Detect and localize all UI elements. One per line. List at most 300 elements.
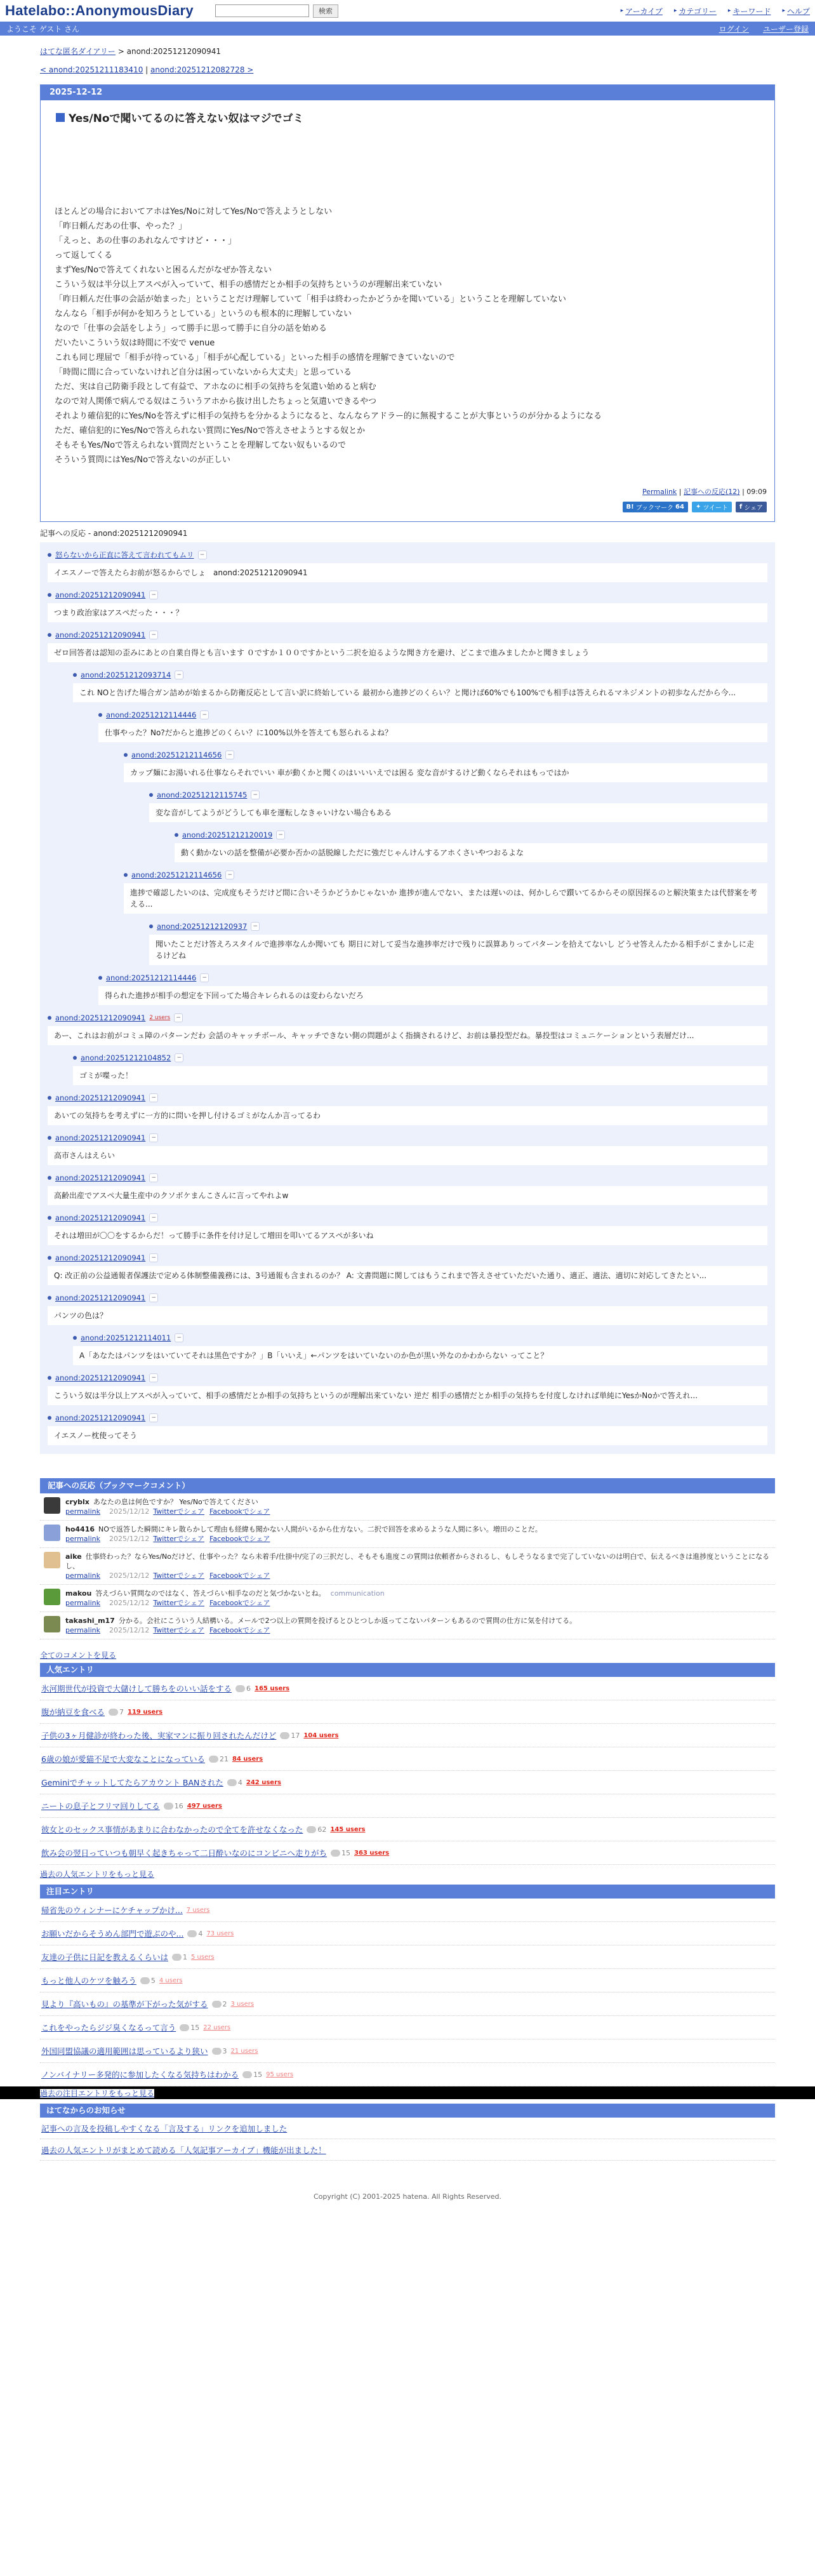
bookmark-twitter-share[interactable]: Twitterでシェア bbox=[153, 1507, 205, 1516]
reply-text: ゴミが喋った！ bbox=[73, 1066, 767, 1085]
category-link[interactable]: カテゴリー bbox=[679, 6, 717, 16]
reply-item bbox=[175, 829, 767, 862]
popular-entry-title[interactable]: 6歳の娘が愛猫不足で大変なことになっている bbox=[41, 1754, 205, 1764]
all-comments-link[interactable]: 全てのコメントを見る bbox=[40, 1651, 117, 1660]
bookmark-twitter-share[interactable]: Twitterでシェア bbox=[153, 1626, 205, 1634]
bullet-icon bbox=[73, 673, 77, 677]
users-badge[interactable]: 4 users bbox=[159, 1977, 183, 1984]
bullet-icon bbox=[48, 1176, 51, 1180]
bookmark-facebook-share[interactable]: Facebookでシェア bbox=[209, 1535, 270, 1543]
comment-count-value: 21 bbox=[219, 1754, 229, 1763]
bookmark-content bbox=[65, 1589, 385, 1608]
expand-icon[interactable]: − bbox=[200, 711, 209, 719]
site-logo[interactable]: Hatelabo::AnonymousDiary bbox=[5, 3, 194, 18]
bookmark-twitter-share[interactable]: Twitterでシェア bbox=[153, 1535, 205, 1543]
popular-entry-title[interactable]: 飲み会の翌日っていつも朝早く起きちゃって二日酔いなのにコンビニへ走りがち bbox=[41, 1848, 328, 1858]
breadcrumb-root[interactable]: はてな匿名ダイアリー bbox=[40, 47, 116, 56]
expand-icon[interactable]: − bbox=[149, 631, 158, 639]
reply-link[interactable]: anond:20251212090941 bbox=[55, 1133, 146, 1142]
comment-bubble-icon bbox=[280, 1732, 289, 1739]
bookmark-item bbox=[40, 1612, 775, 1639]
reply-text: こういう奴は半分以上アスペが入っていて、相手の感情だとか相手の気持ちというのが理解出来ていない 逆だ 相手の感情だとか相手の気持ちを付度しなければ単純にYesかNoかで答えれ... bbox=[48, 1386, 767, 1405]
reply-link[interactable]: anond:20251212090941 bbox=[55, 1093, 146, 1102]
bullet-icon bbox=[98, 713, 102, 717]
comment-bubble-icon bbox=[235, 1685, 245, 1692]
expand-icon[interactable]: − bbox=[149, 1253, 158, 1262]
reply-header bbox=[48, 629, 767, 641]
users-badge[interactable]: 84 users bbox=[232, 1755, 263, 1763]
account-links bbox=[719, 23, 809, 34]
reply-link[interactable]: anond:20251212120019 bbox=[182, 831, 273, 839]
bullet-icon bbox=[48, 1096, 51, 1100]
popular-entry bbox=[40, 1818, 775, 1841]
bookmark-meta bbox=[65, 1625, 576, 1635]
comment-count bbox=[180, 2024, 199, 2032]
notice-item bbox=[40, 2139, 775, 2161]
next-entry-link[interactable]: anond:20251212082728 > bbox=[150, 65, 254, 74]
bookmark-comments bbox=[40, 1493, 775, 1639]
reply-link[interactable]: anond:20251212114656 bbox=[131, 751, 222, 759]
users-badge[interactable]: 73 users bbox=[206, 1930, 234, 1937]
bookmark-user[interactable]: aike bbox=[65, 1552, 82, 1561]
reply-header bbox=[73, 669, 767, 681]
expand-icon[interactable]: − bbox=[225, 751, 234, 759]
entry-body-line: まずYes/Noで答えてくれないと困るんだがなぜか答えない bbox=[55, 265, 272, 275]
expand-icon[interactable]: − bbox=[251, 791, 260, 799]
users-badge[interactable]: 22 users bbox=[203, 2024, 231, 2031]
attention-entry-title[interactable]: 見より『高いもの』の基準が下がった気がする bbox=[41, 1999, 208, 2009]
users-badge[interactable]: 21 users bbox=[230, 2047, 258, 2055]
bookmark-permalink[interactable]: permalink bbox=[65, 1507, 100, 1516]
reply-text: 進捗で確認したいのは、完成度もそうだけど間に合いそうかどうかじゃないか 進捗が進んでない、または遅いのは、何かしらで躓いてるからその原因探るのと解決策または代替案を考える... bbox=[124, 883, 767, 914]
reply-link[interactable]: anond:20251212114446 bbox=[106, 711, 197, 719]
prev-entry-link[interactable]: < anond:20251211183410 bbox=[40, 65, 143, 74]
users-badge[interactable]: 165 users bbox=[255, 1685, 290, 1692]
avatar[interactable] bbox=[44, 1552, 60, 1568]
users-badge[interactable]: 3 users bbox=[230, 2000, 255, 2008]
popular-entry-title[interactable]: 腹が納豆を食べる bbox=[41, 1707, 105, 1717]
entry-body-line: それより確信犯的にYes/Noを答えずに相手の気持ちを分かるようになると、なんならアドラー的に無視することが大事というのが分かるようになる bbox=[55, 411, 602, 421]
users-badge[interactable]: 95 users bbox=[266, 2071, 294, 2078]
popular-entries bbox=[40, 1677, 775, 1865]
comment-count-value: 4 bbox=[198, 1929, 203, 1938]
reply-text: それは増田が〇〇をするからだ！って勝手に条件を付け足して増田を叩いてるアスペが多いね bbox=[48, 1226, 767, 1245]
bookmark-meta bbox=[65, 1507, 275, 1516]
reply-header bbox=[98, 971, 767, 984]
reply-text: A「あなたはパンツをはいていてそれは黒色ですか？」B「いいえ」←パンツをはいていないのか色が黒い外なのかわからない ってこと？ bbox=[73, 1346, 767, 1365]
notice-link[interactable]: 記事への言及を投稿しやすくなる「言及する」リンクを追加しました bbox=[41, 2123, 288, 2133]
permalink[interactable]: Permalink bbox=[642, 488, 677, 496]
users-badge[interactable]: 5 users bbox=[191, 1953, 215, 1961]
bullet-icon bbox=[48, 1376, 51, 1380]
reply-text: これ NOと告げた場合ガン詰めが始まるから防衛反応として言い訳に終始している 最初から進捗どのくらい？と聞けば60%でも100%でも相手は答えられるマネジメントの初歩なんだから今... bbox=[73, 683, 767, 702]
bookmark-content bbox=[65, 1616, 576, 1635]
hatena-bookmark-button[interactable] bbox=[623, 502, 688, 512]
expand-icon[interactable]: − bbox=[175, 671, 183, 679]
comment-count bbox=[212, 2047, 227, 2055]
reply-item bbox=[73, 1331, 767, 1365]
expand-icon[interactable]: − bbox=[149, 1093, 158, 1102]
replies-link[interactable]: 記事への反応(12) bbox=[684, 488, 740, 496]
reply-header bbox=[48, 1011, 767, 1024]
comment-count bbox=[140, 1977, 156, 1985]
attention-entry-title[interactable]: ノンバイナリー多発的に参加したくなる気持ちはわかる bbox=[41, 2070, 239, 2079]
welcome-text: ようこそ ゲスト さん bbox=[6, 24, 80, 34]
reply-text: あいての気持ちを考えずに一方的に問いを押し付けるゴミがなんか言ってるわ bbox=[48, 1106, 767, 1125]
bookmark-tag[interactable]: communication bbox=[330, 1589, 385, 1598]
comment-count bbox=[307, 1825, 326, 1834]
reply-text: 高市さんはえらい bbox=[48, 1146, 767, 1165]
comment-bubble-icon bbox=[307, 1826, 316, 1833]
reply-item bbox=[48, 1091, 767, 1125]
comment-count bbox=[280, 1732, 300, 1740]
bookmark-line bbox=[65, 1589, 385, 1598]
arrow-icon: ▸ bbox=[727, 8, 731, 14]
replies-tree bbox=[40, 542, 775, 1454]
expand-icon[interactable]: − bbox=[198, 551, 207, 559]
reply-text: 高齢出産でアスペ大量生産中のクソボケまんこさんに言ってやれよw bbox=[48, 1186, 767, 1205]
reply-item bbox=[73, 1051, 767, 1085]
avatar[interactable] bbox=[44, 1589, 60, 1605]
arrow-icon: ▸ bbox=[620, 8, 624, 14]
comment-count-value: 3 bbox=[222, 2046, 227, 2055]
popular-more-link[interactable]: 過去の人気エントリをもっと見る bbox=[40, 1870, 155, 1879]
comment-count-value: 5 bbox=[150, 1976, 156, 1985]
bookmark-line bbox=[65, 1525, 542, 1534]
users-badge[interactable]: 7 users bbox=[186, 1906, 210, 1914]
copyright: Copyright (C) 2001-2025 hatena. All Rights Reserved. bbox=[314, 2192, 501, 2201]
reply-item bbox=[48, 1171, 767, 1205]
reply-item bbox=[48, 1211, 767, 1245]
register-link[interactable]: ユーザー登録 bbox=[762, 24, 809, 34]
reply-item bbox=[48, 1411, 767, 1445]
arrow-icon: ▸ bbox=[673, 8, 677, 14]
bookmark-item bbox=[40, 1493, 775, 1521]
comment-count-value: 62 bbox=[317, 1825, 327, 1834]
entry-body-line: ほとんどの場合においてアホはYes/Noに対してYes/Noで答えようとしない bbox=[55, 207, 333, 217]
bookmark-line bbox=[65, 1497, 275, 1507]
hatena-bookmark-count: 64 bbox=[675, 504, 684, 511]
comment-bubble-icon bbox=[172, 1954, 182, 1961]
comment-count-value: 6 bbox=[246, 1684, 251, 1693]
comment-count bbox=[331, 1849, 350, 1857]
expand-icon[interactable]: − bbox=[149, 1173, 158, 1182]
attention-entry-title[interactable]: 外国同盟協議の適用範囲は思っているより狭い bbox=[41, 2046, 208, 2056]
popular-entry-title[interactable]: 子供の3ヶ月健診が終わった後、実家マンに振り回されたんだけど bbox=[41, 1731, 277, 1740]
attention-entry bbox=[40, 1899, 775, 1922]
reply-link[interactable]: anond:20251212115745 bbox=[157, 791, 248, 799]
expand-icon[interactable]: − bbox=[225, 871, 234, 879]
popular-entry-title[interactable]: 氷河期世代が投資で大儲けして勝ちをのいい話をする bbox=[41, 1684, 232, 1693]
expand-icon[interactable]: − bbox=[149, 1373, 158, 1382]
bookmark-meta bbox=[65, 1571, 775, 1580]
reply-link[interactable]: anond:20251212090941 bbox=[55, 1253, 146, 1262]
entry-footer: Permalink | 記事への反応(12) | 09:09 bbox=[642, 488, 767, 496]
bookmark-meta bbox=[65, 1598, 385, 1608]
reply-header bbox=[48, 1291, 767, 1304]
entry-body-line: ただ、実は自己防衛手段として有益で、アホなのに相手の気持ちを気遣い始めると病む bbox=[55, 382, 376, 392]
bookmark-content bbox=[65, 1525, 542, 1544]
arrow-icon: ▸ bbox=[782, 8, 785, 14]
reply-link[interactable]: anond:20251212090941 bbox=[55, 1173, 146, 1182]
tweet-button[interactable] bbox=[692, 502, 732, 512]
bullet-icon bbox=[73, 1336, 77, 1340]
bullet-icon bbox=[48, 1416, 51, 1420]
attention-entry bbox=[40, 2039, 775, 2063]
entry-date: 2025-12-12 bbox=[41, 85, 774, 100]
notice-link[interactable]: 過去の人気エントリがまとめて読める「人気記事アーカイブ」機能が出ました！ bbox=[41, 2145, 326, 2155]
users-badge[interactable]: 104 users bbox=[303, 1732, 339, 1739]
reply-link[interactable]: anond:20251212120937 bbox=[157, 922, 248, 931]
expand-icon[interactable]: − bbox=[149, 1213, 158, 1222]
help-link[interactable]: ヘルプ bbox=[786, 6, 810, 16]
bookmark-user[interactable]: ho4416 bbox=[65, 1525, 95, 1533]
reply-link[interactable]: anond:20251212090941 bbox=[55, 591, 146, 599]
bullet-icon bbox=[124, 873, 128, 877]
comment-count bbox=[172, 1953, 187, 1961]
entry-body-line: そういう質問にはYes/Noで答えないのが正しい bbox=[55, 455, 231, 465]
entry-body-line: 「昨日頼んだ仕事の会話が始まった」ということだけ理解していて「相手は終わったかどうかを聞いている」ということを理解していない bbox=[55, 295, 566, 304]
bookmark-permalink[interactable]: permalink bbox=[65, 1535, 100, 1543]
bookmark-facebook-share[interactable]: Facebookでシェア bbox=[209, 1599, 270, 1607]
bullet-icon bbox=[149, 793, 153, 797]
attention-heading: 注目エントリ bbox=[40, 1885, 775, 1899]
attention-entry-title[interactable]: もっと他人のケツを触ろう bbox=[41, 1976, 136, 1985]
comment-count bbox=[109, 1708, 124, 1716]
popular-entry bbox=[40, 1841, 775, 1865]
reply-link[interactable]: anond:20251212090941 bbox=[55, 1013, 146, 1022]
reply-item bbox=[149, 789, 767, 822]
bookmark-user[interactable]: takashi_m17 bbox=[65, 1617, 115, 1625]
bookmark-permalink[interactable]: permalink bbox=[65, 1599, 100, 1607]
reply-link[interactable]: anond:20251212104852 bbox=[81, 1053, 171, 1062]
notice-item bbox=[40, 2118, 775, 2139]
avatar[interactable] bbox=[44, 1497, 60, 1514]
popular-entry bbox=[40, 1747, 775, 1771]
entry-title-text[interactable]: Yes/Noで聞いてるのに答えない奴はマジでゴミ bbox=[69, 112, 304, 125]
facebook-share-label: シェア bbox=[744, 505, 763, 512]
users-badge[interactable]: 497 users bbox=[187, 1802, 222, 1810]
comment-count-value: 15 bbox=[190, 2023, 200, 2032]
attention-more-link[interactable]: 過去の注目エントリをもっと見る bbox=[40, 2089, 155, 2098]
reply-header bbox=[98, 709, 767, 721]
attention-entry-title[interactable]: 帰省先のウィンナーにケチャップかけ... bbox=[41, 1905, 183, 1915]
bookmark-line bbox=[65, 1616, 576, 1625]
hatena-bookmark-label: ブックマーク bbox=[635, 505, 674, 512]
comment-count bbox=[164, 1802, 183, 1810]
facebook-share-button[interactable] bbox=[736, 502, 767, 512]
bookmark-date: 2025/12/12 bbox=[109, 1572, 150, 1580]
reply-header bbox=[48, 1411, 767, 1424]
bookmark-date: 2025/12/12 bbox=[109, 1507, 150, 1516]
bookmark-comment: NOで返答した瞬間にキレ散らかして理由も経緯も聞かない人間がいるから仕方ない。二択で回答を求めるような人間に多い。増田のことだ。 bbox=[98, 1525, 542, 1533]
expand-icon[interactable]: − bbox=[149, 1293, 158, 1302]
expand-icon[interactable]: − bbox=[174, 1013, 183, 1022]
comment-bubble-icon bbox=[227, 1779, 237, 1786]
popular-entry bbox=[40, 1794, 775, 1818]
comment-bubble-icon bbox=[209, 1756, 218, 1763]
archive-link[interactable]: アーカイブ bbox=[625, 6, 663, 16]
reply-link[interactable]: anond:20251212093714 bbox=[81, 671, 171, 679]
comment-count-value: 1 bbox=[183, 1952, 188, 1961]
diary-entry bbox=[40, 84, 775, 522]
bookmark-facebook-share[interactable]: Facebookでシェア bbox=[209, 1507, 270, 1516]
reply-link[interactable]: 怒らないから正直に答えて言われてもムリ bbox=[55, 551, 194, 559]
bookmark-user[interactable]: makou bbox=[65, 1589, 92, 1598]
welcome-bar bbox=[0, 22, 815, 36]
bookmark-line bbox=[65, 1552, 775, 1571]
hatena-b-icon: B! bbox=[626, 504, 634, 511]
users-badge[interactable]: 242 users bbox=[246, 1779, 281, 1786]
reply-header bbox=[73, 1331, 767, 1344]
reply-link[interactable]: anond:20251212090941 bbox=[55, 1293, 146, 1302]
reply-text: イエスノー枕使ってそう bbox=[48, 1426, 767, 1445]
avatar[interactable] bbox=[44, 1616, 60, 1632]
popular-entry bbox=[40, 1700, 775, 1724]
popular-entry-title[interactable]: Geminiでチャットしてたらアカウント BANされた bbox=[41, 1778, 223, 1787]
bullet-icon bbox=[48, 1296, 51, 1300]
bookmark-item bbox=[40, 1521, 775, 1548]
reply-text: 聞いたことだけ答えろスタイルで進捗率なんか聞いても 期日に対して妥当な進捗率だけで残りに誤算ありってパターンを拾えてないし どうせ答えんたかる相手がこまかしに走るけどね bbox=[149, 935, 767, 965]
bullet-icon bbox=[175, 833, 178, 837]
entry-body-line: そもそもYes/Noで答えられない質問だということを理解してない奴もいるので bbox=[55, 441, 347, 450]
search-button[interactable]: 検索 bbox=[313, 4, 338, 18]
entry-body-line: これも同じ理屈で「相手が待っている」「相手が心配している」といった相手の感情を理解できていないので bbox=[55, 353, 455, 363]
bullet-icon bbox=[48, 1136, 51, 1140]
reply-text: 得られた進捗が相手の想定を下回ってた場合キレられるのは変わらないだろ bbox=[98, 986, 767, 1005]
comment-count-value: 16 bbox=[174, 1801, 183, 1810]
bookmark-date: 2025/12/12 bbox=[109, 1599, 150, 1607]
users-badge[interactable]: 145 users bbox=[330, 1825, 366, 1833]
bookmark-facebook-share[interactable]: Facebookでシェア bbox=[209, 1626, 270, 1634]
bookmark-date: 2025/12/12 bbox=[109, 1626, 150, 1634]
attention-entry bbox=[40, 1922, 775, 1945]
comment-bubble-icon bbox=[140, 1977, 150, 1984]
reply-item bbox=[48, 629, 767, 662]
reply-link[interactable]: anond:20251212114656 bbox=[131, 871, 222, 879]
bird-icon: ✦ bbox=[695, 504, 701, 511]
entry-body-line: なんなら「相手が何かを知ろうとしている」というのも根本的に理解していない bbox=[55, 309, 352, 319]
bullet-icon bbox=[48, 1216, 51, 1220]
attention-entries bbox=[40, 1899, 775, 2086]
avatar[interactable] bbox=[44, 1525, 60, 1541]
reply-header bbox=[124, 749, 767, 761]
expand-icon[interactable]: − bbox=[276, 831, 285, 839]
comment-count bbox=[212, 2000, 227, 2008]
popular-entry-title[interactable]: 彼女とのセックス事情があまりに合わなかったので全てを許せなくなった bbox=[41, 1825, 303, 1834]
reply-item bbox=[124, 869, 767, 914]
expand-icon[interactable]: − bbox=[175, 1053, 183, 1062]
bullet-icon bbox=[73, 1056, 77, 1060]
comment-bubble-icon bbox=[164, 1803, 173, 1810]
entry-time: 09:09 bbox=[746, 488, 767, 496]
reply-text: 仕事やった？No?だからと進捗どのくらい？に100%以外を答えても怒られるよね？ bbox=[98, 723, 767, 742]
expand-icon[interactable]: − bbox=[149, 1133, 158, 1142]
bullet-icon bbox=[98, 976, 102, 980]
reply-item bbox=[48, 549, 767, 582]
entry-body-line: こういう奴は半分以上アスペが入っていて、相手の感情だとか相手の気持ちというのが理解出来ていない bbox=[55, 280, 442, 290]
bookmark-permalink[interactable]: permalink bbox=[65, 1572, 100, 1580]
comment-bubble-icon bbox=[109, 1709, 118, 1716]
reply-text: 変な音がしてようがどうしても車を運転しなきゃいけない場合もある bbox=[149, 803, 767, 822]
expand-icon[interactable]: − bbox=[200, 973, 209, 982]
attention-entry-title[interactable]: これをやったらジジ臭くなるって言う bbox=[41, 2023, 176, 2032]
breadcrumb-separator: > bbox=[115, 47, 127, 56]
bookmark-content bbox=[65, 1497, 275, 1516]
login-link[interactable]: ログイン bbox=[719, 24, 749, 34]
reply-header bbox=[48, 589, 767, 601]
reply-text: イエスノーで答えたらお前が怒るからでしょ anond:20251212090941 bbox=[48, 563, 767, 582]
bookmark-meta bbox=[65, 1534, 542, 1544]
comment-bubble-icon bbox=[242, 2071, 252, 2078]
bookmark-permalink[interactable]: permalink bbox=[65, 1626, 100, 1634]
tweet-label: ツイート bbox=[703, 505, 728, 512]
bullet-icon bbox=[48, 553, 51, 557]
expand-icon[interactable]: − bbox=[149, 591, 158, 599]
reply-link[interactable]: anond:20251212114446 bbox=[106, 973, 197, 982]
reply-link[interactable]: anond:20251212090941 bbox=[55, 1213, 146, 1222]
bookmark-user[interactable]: cryblx bbox=[65, 1498, 89, 1506]
reply-text: Q: 改正前の公益通報者保護法で定める体制整備義務には、3号通報も含まれるのか？ A: 文書問題に関してはもうこれまで答えさせていただいた通り、適正、適法、適切に対応してきたとい... bbox=[48, 1266, 767, 1285]
bookmark-comment: あなたの息は何色ですか？ Yes/Noで答えてください bbox=[93, 1498, 258, 1506]
bookmark-item bbox=[40, 1548, 775, 1585]
reply-link[interactable]: anond:20251212114011 bbox=[81, 1333, 171, 1342]
entry-body-line: なので「仕事の会話をしよう」って勝手に思って勝手に自分の話を始める bbox=[55, 324, 328, 333]
expand-icon[interactable]: − bbox=[175, 1333, 183, 1342]
comment-count bbox=[235, 1685, 251, 1693]
attention-entry bbox=[40, 2063, 775, 2086]
expand-icon[interactable]: − bbox=[149, 1413, 158, 1422]
reply-header bbox=[124, 869, 767, 881]
reply-item bbox=[48, 1251, 767, 1285]
reply-text: 動く動かないの話を整備が必要か否かの話脱線しただに強だじゃんけんするアホくさいやつおるよな bbox=[175, 843, 767, 862]
comment-bubble-icon bbox=[212, 2001, 222, 2008]
reply-text: パンツの色は？ bbox=[48, 1306, 767, 1325]
reply-users-count[interactable]: 2 users bbox=[149, 1015, 171, 1021]
keyword-link[interactable]: キーワード bbox=[732, 6, 771, 16]
search-input[interactable] bbox=[215, 4, 309, 17]
reply-item bbox=[124, 749, 767, 782]
reply-link[interactable]: anond:20251212090941 bbox=[55, 1413, 146, 1422]
bookmark-facebook-share[interactable]: Facebookでシェア bbox=[209, 1572, 270, 1580]
reply-link[interactable]: anond:20251212090941 bbox=[55, 1373, 146, 1382]
attention-entry bbox=[40, 1969, 775, 1992]
bookmark-comment: 仕事終わった？ならYes/Noだけど、仕事やった？なら未着手/仕掛中/完了の三択だし、そもそも進度この質問は依頼者からされるし、もしそうなるまで完了していないのは明白で、伝えるべきは進捗度ということになるし、 bbox=[65, 1552, 770, 1570]
reply-text: あー、これはお前がコミュ障のパターンだわ 会話のキャッチボール、キャッチできない側の問題がよく指摘されるけど、お前は暴投型だね。暴投型はコミュニケーションという表層だけ... bbox=[48, 1026, 767, 1045]
bookmark-twitter-share[interactable]: Twitterでシェア bbox=[153, 1572, 205, 1580]
bullet-icon bbox=[48, 1016, 51, 1020]
users-badge[interactable]: 363 users bbox=[354, 1849, 390, 1857]
expand-icon[interactable]: − bbox=[251, 922, 260, 931]
reply-header bbox=[48, 1211, 767, 1224]
attention-entry bbox=[40, 1992, 775, 2016]
bookmark-comment: 分かる。会社にこういう人結構いる。メールで2つ以上の質問を投げるとひとつしか返ってこないパターンもあるので質問の仕方に気を付けてる。 bbox=[118, 1617, 577, 1625]
bullet-icon bbox=[48, 633, 51, 637]
bullet-icon bbox=[48, 1256, 51, 1260]
reply-link[interactable]: anond:20251212090941 bbox=[55, 631, 146, 639]
users-badge[interactable]: 119 users bbox=[128, 1708, 163, 1716]
bookmark-comments-heading: 記事への反応（ブックマークコメント） bbox=[40, 1478, 775, 1493]
attention-entry-title[interactable]: お願いだからそうめん部門で遊ぶのや... bbox=[41, 1929, 184, 1939]
pager-separator: | bbox=[143, 65, 150, 74]
bullet-icon bbox=[149, 924, 153, 928]
attention-entry-title[interactable]: 友達の子供に日記を教えるくらいは bbox=[41, 1952, 169, 1962]
bookmark-twitter-share[interactable]: Twitterでシェア bbox=[153, 1599, 205, 1607]
popular-entry-title[interactable]: ニートの息子とフリマ回りしてる bbox=[41, 1801, 160, 1811]
reply-item bbox=[48, 1291, 767, 1325]
comment-count-value: 15 bbox=[341, 1848, 351, 1857]
main-content bbox=[40, 46, 775, 2211]
